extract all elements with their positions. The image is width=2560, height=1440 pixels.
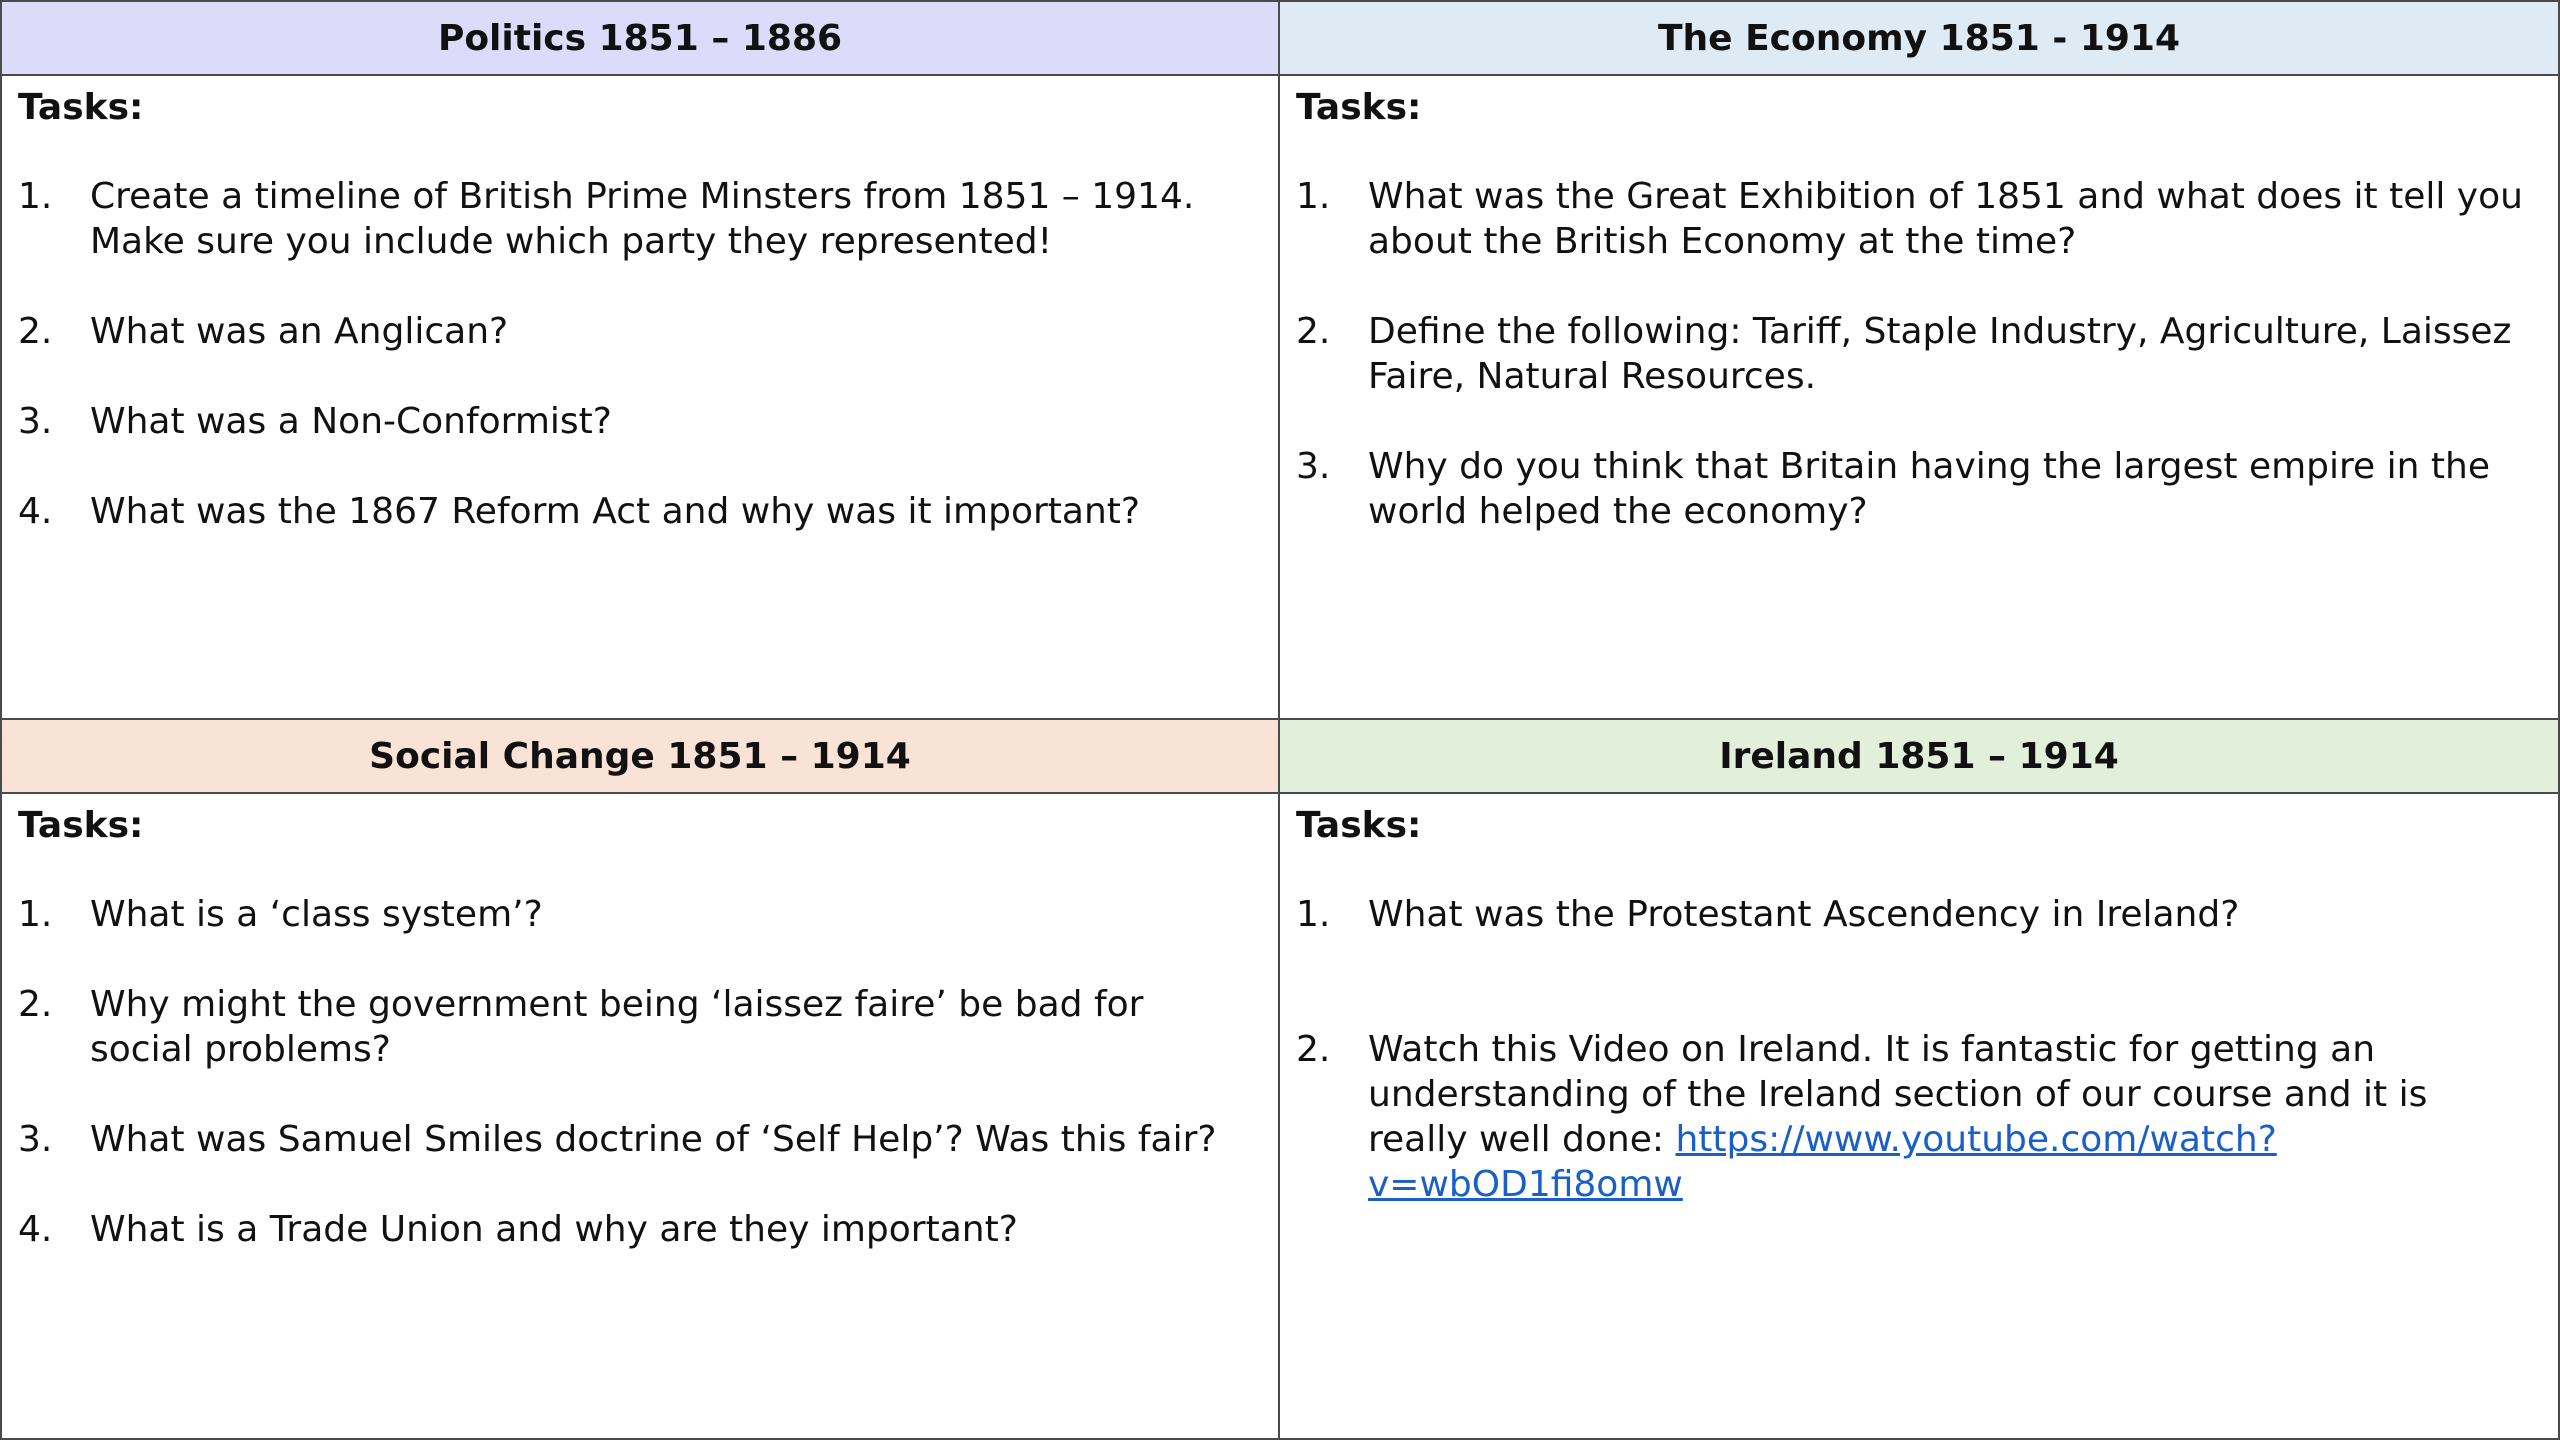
item-text-container [1368,1027,2542,1207]
list-item [18,309,1262,354]
item-text: Watch this Video on Ireland. It is fantastic for getting an understanding of the Ireland section of our course and it is really well done: [1368,1029,2428,1160]
social-tasks-label: Tasks: [18,805,144,846]
item-text: What is a ‘class system’? [90,894,543,935]
politics-body [2,76,1278,534]
item-text: What was an Anglican? [90,311,509,352]
economy-header: The Economy 1851 - 1914 [1280,2,2558,76]
list-item [1296,892,2542,937]
item-number: 2. [18,984,53,1025]
list-item [18,1117,1262,1162]
list-item [18,982,1262,1072]
list-item [18,1207,1262,1252]
list-item [18,399,1262,444]
economy-task-list [1296,174,2542,534]
social-change-panel [0,720,1280,1440]
economy-panel [1280,0,2560,720]
list-item [18,489,1262,534]
list-item [18,174,1262,264]
social-task-list [18,892,1262,1252]
item-number: 1. [1296,894,1331,935]
ireland-header: Ireland 1851 – 1914 [1280,720,2558,794]
item-text: Create a timeline of British Prime Minsters from 1851 – 1914. Make sure you include which party they represented! [90,176,1195,262]
item-text: Define the following: Tariff, Staple Industry, Agriculture, Laissez Faire, Natural Resources. [1368,311,2512,397]
list-item [1296,444,2542,534]
item-number: 1. [18,176,53,217]
item-text: What was Samuel Smiles doctrine of ‘Self Help’? Was this fair? [90,1119,1217,1160]
item-number: 2. [18,311,53,352]
item-number: 4. [18,491,53,532]
item-text: What was the 1867 Reform Act and why was it important? [90,491,1140,532]
politics-task-list [18,174,1262,534]
youtube-video-link[interactable]: https://www.youtube.com/watch?v=wbOD1fi8omw [1368,1119,2277,1205]
list-item [1296,1027,2542,1207]
item-text: Why might the government being ‘laissez faire’ be bad for social problems? [90,984,1144,1070]
item-text: What was a Non-Conformist? [90,401,612,442]
ireland-panel [1280,720,2560,1440]
ireland-task-list [1296,892,2542,1207]
item-text: What was the Great Exhibition of 1851 and what does it tell you about the British Economy at the time? [1368,176,2523,262]
item-text: What is a Trade Union and why are they important? [90,1209,1018,1250]
list-item [1296,309,2542,399]
item-number: 3. [18,1119,53,1160]
item-text: What was the Protestant Ascendency in Ireland? [1368,894,2240,935]
economy-body [1280,76,2558,534]
social-change-header: Social Change 1851 – 1914 [2,720,1278,794]
list-item [18,892,1262,937]
item-number: 1. [1296,176,1331,217]
social-change-body [2,794,1278,1252]
ireland-body [1280,794,2558,1207]
ireland-tasks-label: Tasks: [1296,805,1422,846]
politics-header: Politics 1851 – 1886 [2,2,1278,76]
politics-tasks-label: Tasks: [18,87,144,128]
economy-tasks-label: Tasks: [1296,87,1422,128]
item-number: 3. [1296,446,1331,487]
item-number: 1. [18,894,53,935]
item-text: Why do you think that Britain having the largest empire in the world helped the economy? [1368,446,2490,532]
list-item [1296,174,2542,264]
politics-panel [0,0,1280,720]
item-number: 3. [18,401,53,442]
item-number: 2. [1296,311,1331,352]
item-number: 2. [1296,1029,1331,1070]
item-number: 4. [18,1209,53,1250]
